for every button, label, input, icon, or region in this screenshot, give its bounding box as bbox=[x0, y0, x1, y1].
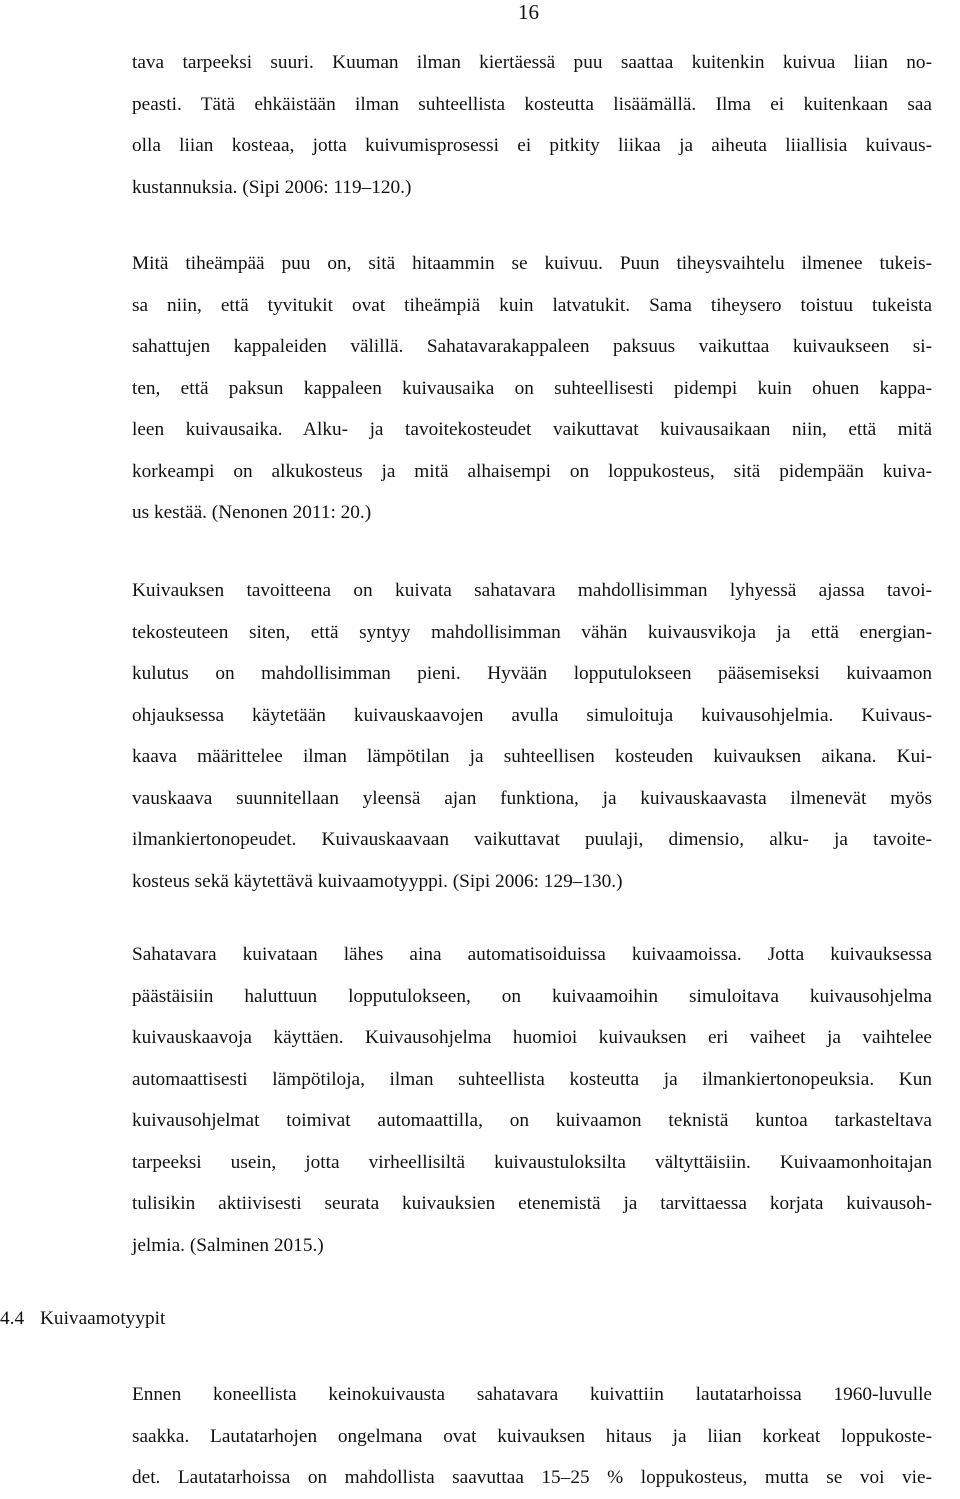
text-line: kuivausohjelmat toimivat automaattilla, on kuivaamon teknistä kuntoa tarkasteltava bbox=[132, 1110, 932, 1131]
text-line: ohjauksessa käytetään kuivauskaavojen avulla simuloituja kuivausohjelmia. Kuivaus- bbox=[132, 704, 932, 726]
page-number: 16 bbox=[518, 0, 539, 24]
text-line: sa niin, että tyvitukit ovat tiheämpiä kuin latvatukit. Sama tiheysero toistuu tukeista bbox=[132, 294, 932, 316]
text-line: kosteus sekä käytettävä kuivaamotyyppi. (Sipi 2006: 129–130.) bbox=[132, 870, 623, 892]
text-line: kustannuksia. (Sipi 2006: 119–120.) bbox=[132, 176, 412, 198]
text-line: kulutus on mahdollisimman pieni. Hyvään lopputulokseen pääsemiseksi kuivaamon bbox=[132, 663, 932, 684]
text-line: korkeampi on alkukosteus ja mitä alhaisempi on loppukosteus, sitä pidempään kuiva- bbox=[132, 460, 932, 482]
text-line: jelmia. (Salminen 2015.) bbox=[132, 1234, 324, 1256]
text-line: Mitä tiheämpää puu on, sitä hitaammin se kuivuu. Puun tiheysvaihtelu ilmenee tukeis- bbox=[132, 253, 932, 274]
text-line: det. Lautatarhoissa on mahdollista saavuttaa 15–25 % loppukosteus, mutta se voi vie- bbox=[132, 1467, 932, 1488]
text-line: kuivauskaavoja käyttäen. Kuivausohjelma huomioi kuivauksen eri vaiheet ja vaihtelee bbox=[132, 1027, 932, 1048]
paragraph bbox=[132, 934, 932, 1266]
text-line: automaattisesti lämpötiloja, ilman suhteellista kosteutta ja ilmankiertonopeuksia. Kun bbox=[132, 1068, 932, 1090]
section-number: 4.4 bbox=[0, 1308, 25, 1329]
text-line: sahattujen kappaleiden välillä. Sahatavarakappaleen paksuus vaikuttaa kuivaukseen si- bbox=[132, 336, 932, 357]
text-line: Sahatavara kuivataan lähes aina automatisoiduissa kuivaamoissa. Jotta kuivauksessa bbox=[132, 944, 932, 965]
paragraph bbox=[132, 243, 932, 534]
paragraph bbox=[132, 42, 932, 208]
text-line: leen kuivausaika. Alku- ja tavoitekosteudet vaikuttavat kuivausaikaan niin, että mitä bbox=[132, 419, 932, 440]
section-title: Kuivaamotyypit bbox=[40, 1308, 166, 1329]
text-line: ilmankiertonopeudet. Kuivauskaavaan vaikuttavat puulaji, dimensio, alku- ja tavoite- bbox=[132, 829, 932, 850]
text-line: ten, että paksun kappaleen kuivausaika on suhteellisesti pidempi kuin ohuen kappa- bbox=[132, 377, 932, 399]
text-line: tekosteuteen siten, että syntyy mahdollisimman vähän kuivausvikoja ja että energian- bbox=[132, 621, 932, 643]
text-line: us kestää. (Nenonen 2011: 20.) bbox=[132, 502, 372, 523]
text-line: olla liian kosteaa, jotta kuivumisprosessi ei pitkity liikaa ja aiheuta liiallisia kuivaus- bbox=[132, 135, 932, 156]
paragraph bbox=[132, 570, 932, 902]
paragraph bbox=[132, 1374, 932, 1499]
section-heading bbox=[0, 1302, 165, 1336]
text-line: Kuivauksen tavoitteena on kuivata sahatavara mahdollisimman lyhyessä ajassa tavoi- bbox=[132, 580, 932, 601]
text-line: tava tarpeeksi suuri. Kuuman ilman kiertäessä puu saattaa kuitenkin kuivua liian no- bbox=[132, 52, 932, 73]
text-line: kaava määrittelee ilman lämpötilan ja suhteellisen kosteuden kuivauksen aikana. Kui- bbox=[132, 746, 932, 767]
text-line: päästäisiin haluttuun lopputulokseen, on kuivaamoihin simuloitava kuivausohjelma bbox=[132, 985, 932, 1007]
text-line: Ennen koneellista keinokuivausta sahatavara kuivattiin lautatarhoissa 1960-luvulle bbox=[132, 1384, 932, 1405]
text-line: tarpeeksi usein, jotta virheellisiltä kuivaustuloksilta vältyttäisiin. Kuivaamonhoitajan bbox=[132, 1151, 932, 1173]
text-line: peasti. Tätä ehkäistään ilman suhteellista kosteutta lisäämällä. Ilma ei kuitenkaan saa bbox=[132, 93, 932, 115]
text-line: saakka. Lautatarhojen ongelmana ovat kuivauksen hitaus ja liian korkeat loppukoste- bbox=[132, 1425, 932, 1447]
text-line: tulisikin aktiivisesti seurata kuivauksien etenemistä ja tarvittaessa korjata kuivausoh- bbox=[132, 1193, 932, 1214]
text-line: vauskaava suunnitellaan yleensä ajan funktiona, ja kuivauskaavasta ilmenevät myös bbox=[132, 787, 932, 809]
